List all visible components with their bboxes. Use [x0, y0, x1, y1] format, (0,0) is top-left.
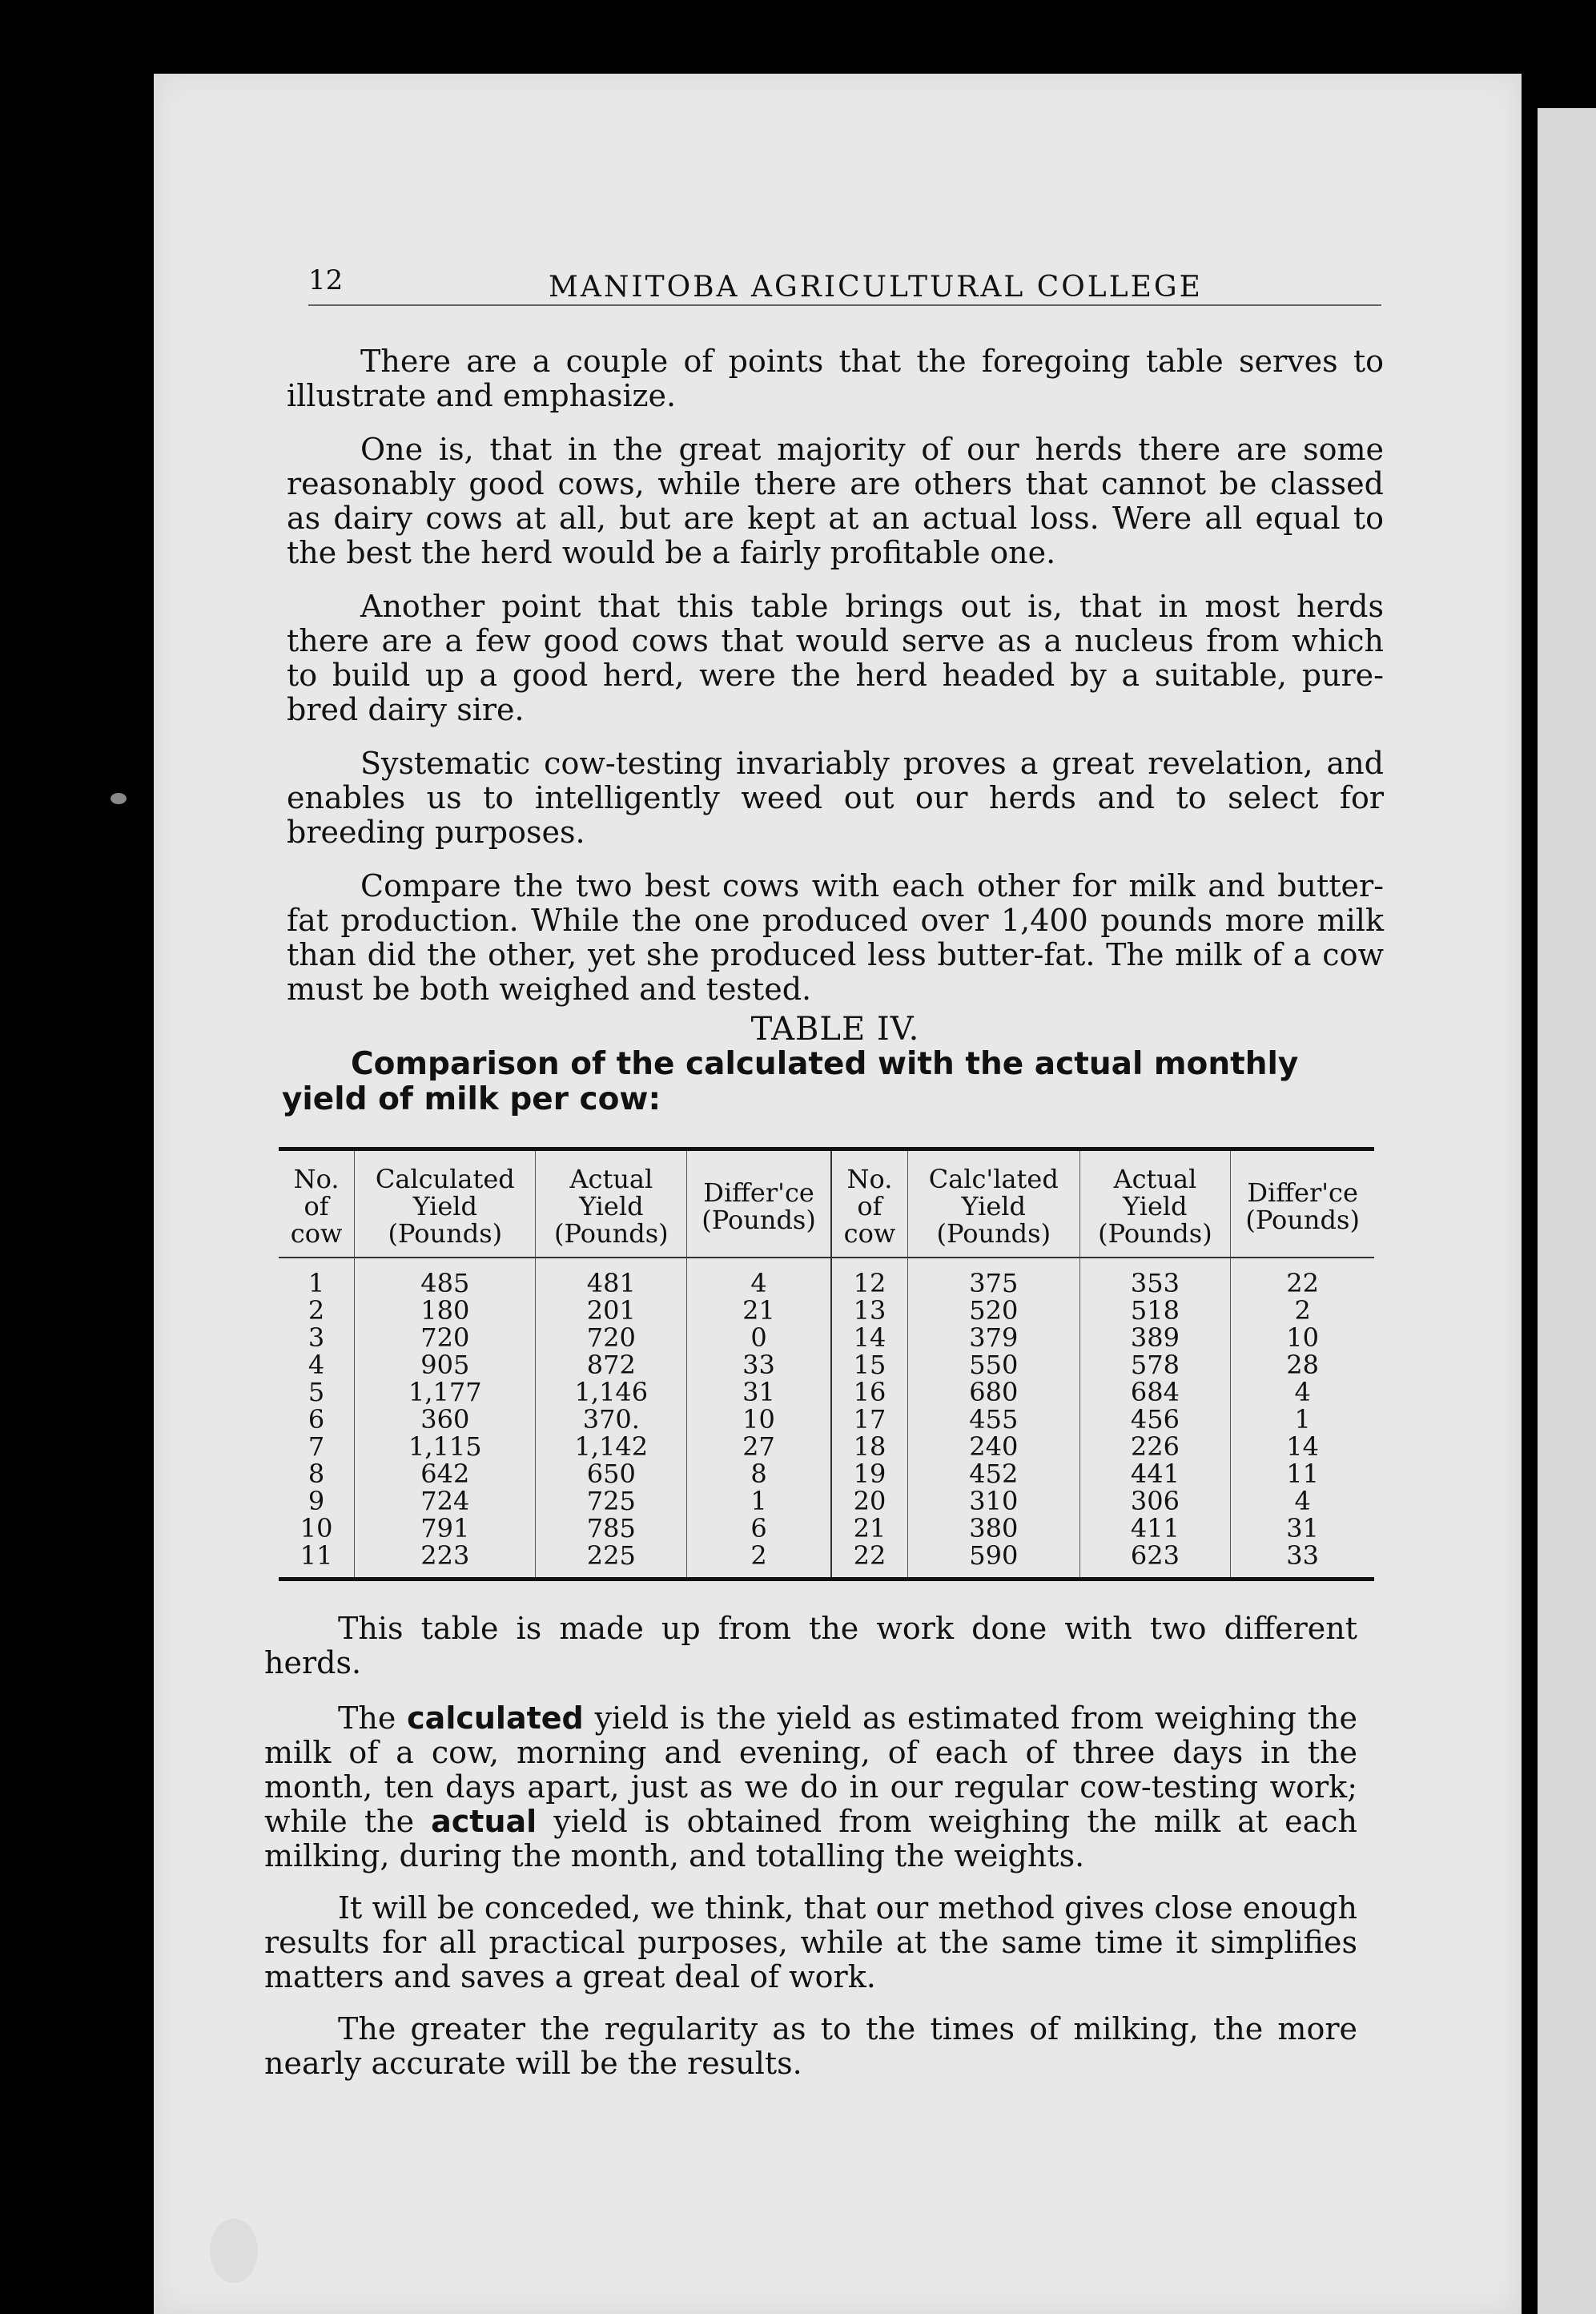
table-cell: 310 [908, 1487, 1080, 1515]
paragraph: Another point that this table brings out is, that in most herds there are a few good cows that would serve as a nucleus from which to build up a good herd, were the herd headed by a suitable, pure-bred dairy sire. [287, 589, 1384, 727]
table-cell: 375 [908, 1258, 1080, 1297]
table-cell: 389 [1079, 1324, 1231, 1351]
text-run: yield is the yield as estimated from weighing the milk of a cow, morning and evening, of each of three days in the month, ten days apart, just as we do in our regular cow-testing work; while the [264, 1700, 1357, 1839]
term-calculated: calculated [407, 1700, 584, 1736]
table-cell: 452 [908, 1460, 1080, 1487]
table-cell: 201 [536, 1297, 687, 1324]
table-cell: 791 [355, 1515, 536, 1542]
table-cell: 441 [1079, 1460, 1231, 1487]
table-cell: 6 [308, 1404, 325, 1435]
table-cell: 590 [908, 1542, 1080, 1580]
header-rule [308, 304, 1381, 306]
table-cell: 13 [831, 1297, 908, 1324]
table-cell: 180 [355, 1297, 536, 1324]
table-cell: 226 [1079, 1433, 1231, 1460]
table-cell: 3 [308, 1322, 325, 1353]
table-cell: 411 [1079, 1515, 1231, 1542]
table-cell: 14 [1231, 1433, 1374, 1460]
table-cell: 1 [687, 1487, 831, 1515]
body-text [287, 344, 1384, 1026]
table-cell: 8 [308, 1459, 325, 1489]
table-cell: 1,146 [536, 1378, 687, 1406]
table-cell: 223 [355, 1542, 536, 1580]
table-cell: 0 [687, 1324, 831, 1351]
column-header: No. of cow [831, 1149, 908, 1258]
scan-speck [111, 793, 127, 804]
table-cell: 1,115 [355, 1433, 536, 1460]
table-cell: 370. [536, 1406, 687, 1433]
table-cell: 8 [687, 1460, 831, 1487]
table-row [279, 1487, 1374, 1515]
table-cell: 5 [308, 1377, 325, 1407]
table-row [279, 1515, 1374, 1542]
table-cell: 7 [308, 1431, 325, 1462]
table-cell: 31 [687, 1378, 831, 1406]
table-row [279, 1324, 1374, 1351]
table-cell: 14 [831, 1324, 908, 1351]
table-cell: 1 [308, 1268, 325, 1298]
table-cell: 485 [355, 1258, 536, 1297]
table-cell: 11 [300, 1540, 333, 1571]
text-run: yield is obtained from weighing the milk at each milking, during the month, and totalling the weights. [264, 1804, 1357, 1873]
table-cell: 240 [908, 1433, 1080, 1460]
table-body [279, 1258, 1374, 1580]
table-cell: 22 [1231, 1258, 1374, 1297]
table-cell: 725 [536, 1487, 687, 1515]
text-run: The [338, 1700, 408, 1736]
table-cell: 225 [536, 1542, 687, 1580]
paragraph: One is, that in the great majority of our herds there are some reasonably good cows, while there are others that cannot be classed as dairy cows at all, but are kept at an actual loss. Were all equal to the best the herd would be a fairly profitable one. [287, 432, 1384, 570]
paragraph: This table is made up from the work done with two different herds. [264, 1611, 1357, 1680]
table-cell: 10 [1231, 1324, 1374, 1351]
table-cell: 353 [1079, 1258, 1231, 1297]
column-header: No. of cow [279, 1149, 355, 1258]
table-cell: 6 [687, 1515, 831, 1542]
table-cell: 15 [831, 1351, 908, 1378]
column-header: Differ'ce (Pounds) [687, 1149, 831, 1258]
table-cell: 4 [1231, 1487, 1374, 1515]
table-cell: 1,142 [536, 1433, 687, 1460]
table-cell: 481 [536, 1258, 687, 1297]
paragraph: Compare the two best cows with each other for milk and butter-fat production. While the one produced over 1,400 pounds more milk than did the other, yet she produced less butter-fat. The milk of a cow must be both weighed and tested. [287, 868, 1384, 1007]
table-cell: 456 [1079, 1406, 1231, 1433]
table-row [279, 1406, 1374, 1433]
page-number: 12 [308, 264, 344, 296]
table-row [279, 1378, 1374, 1406]
table-row [279, 1258, 1374, 1297]
table-cell: 785 [536, 1515, 687, 1542]
table-cell: 1 [1231, 1406, 1374, 1433]
table-cell: 11 [1231, 1460, 1374, 1487]
paragraph: It will be conceded, we think, that our method gives close enough results for all practical purposes, while at the same time it simplifies matters and saves a great deal of work. [264, 1890, 1357, 1994]
table-row [279, 1542, 1374, 1580]
page-header [308, 264, 1381, 306]
table-cell: 20 [831, 1487, 908, 1515]
table-header-row [279, 1149, 1374, 1258]
column-header: Actual Yield (Pounds) [1079, 1149, 1231, 1258]
paragraph: There are a couple of points that the foregoing table serves to illustrate and emphasize. [287, 344, 1384, 413]
table-cell: 27 [687, 1433, 831, 1460]
table-cell: 21 [687, 1297, 831, 1324]
table-cell: 17 [831, 1406, 908, 1433]
table-cell: 4 [687, 1258, 831, 1297]
table-cell: 720 [536, 1324, 687, 1351]
adjacent-page-edge [1538, 108, 1596, 2314]
table-cell: 623 [1079, 1542, 1231, 1580]
table-cell: 31 [1231, 1515, 1374, 1542]
table-cell: 306 [1079, 1487, 1231, 1515]
table-cell: 19 [831, 1460, 908, 1487]
table-cell: 684 [1079, 1378, 1231, 1406]
table-cell: 2 [308, 1295, 325, 1326]
table-cell: 33 [687, 1351, 831, 1378]
yield-comparison-table [279, 1147, 1374, 1581]
table-cell: 905 [355, 1351, 536, 1378]
table-cell: 720 [355, 1324, 536, 1351]
paragraph: The greater the regularity as to the times of milking, the more nearly accurate will be the results. [264, 2011, 1357, 2081]
table-row [279, 1460, 1374, 1487]
table-cell: 455 [908, 1406, 1080, 1433]
closing-text [264, 1612, 1357, 2099]
column-header: Actual Yield (Pounds) [536, 1149, 687, 1258]
table-cell: 16 [831, 1378, 908, 1406]
term-actual: actual [431, 1804, 537, 1839]
table-cell: 550 [908, 1351, 1080, 1378]
table-cell: 10 [687, 1406, 831, 1433]
table-cell: 518 [1079, 1297, 1231, 1324]
table-caption: Comparison of the calculated with the actual monthly yield of milk per cow: [282, 1046, 1299, 1117]
table-cell: 578 [1079, 1351, 1231, 1378]
column-header: Differ'ce (Pounds) [1231, 1149, 1374, 1258]
table-cell: 680 [908, 1378, 1080, 1406]
table-cell: 12 [831, 1258, 908, 1297]
table-cell: 2 [1231, 1297, 1374, 1324]
table-cell: 872 [536, 1351, 687, 1378]
table-row [279, 1351, 1374, 1378]
table-cell: 10 [300, 1513, 333, 1543]
table-cell: 28 [1231, 1351, 1374, 1378]
table-cell: 642 [355, 1460, 536, 1487]
table-cell: 360 [355, 1406, 536, 1433]
table-title: TABLE IV. [750, 1011, 920, 1048]
table-cell: 9 [308, 1486, 325, 1516]
table-cell: 1,177 [355, 1378, 536, 1406]
table-cell: 18 [831, 1433, 908, 1460]
running-title: MANITOBA AGRICULTURAL COLLEGE [549, 271, 1203, 304]
table-cell: 33 [1231, 1542, 1374, 1580]
table-cell: 650 [536, 1460, 687, 1487]
table-cell: 4 [308, 1350, 325, 1380]
table-cell: 22 [831, 1542, 908, 1580]
table-cell: 379 [908, 1324, 1080, 1351]
column-header: Calc'lated Yield (Pounds) [908, 1149, 1080, 1258]
table-cell: 520 [908, 1297, 1080, 1324]
scan-speck [210, 2219, 258, 2283]
paragraph: Systematic cow-testing invariably proves a great revelation, and enables us to intelligently weed out our herds and to select for breeding purposes. [287, 746, 1384, 850]
table-cell: 21 [831, 1515, 908, 1542]
table-row [279, 1297, 1374, 1324]
table-cell: 4 [1231, 1378, 1374, 1406]
table-cell: 380 [908, 1515, 1080, 1542]
paragraph [264, 1701, 1357, 1873]
table-row [279, 1433, 1374, 1460]
table-cell: 2 [687, 1542, 831, 1580]
table-cell: 724 [355, 1487, 536, 1515]
column-header: Calculated Yield (Pounds) [355, 1149, 536, 1258]
